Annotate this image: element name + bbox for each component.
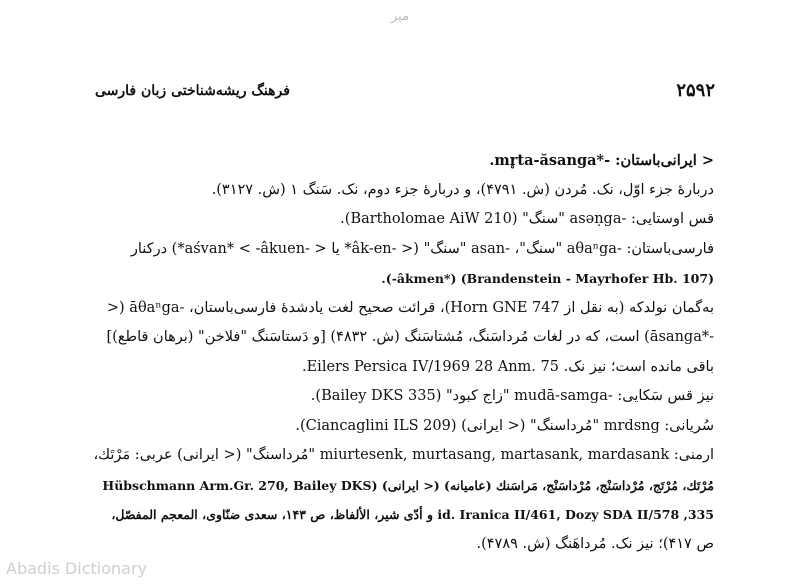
entry-headword-line: < ایرانی‌باستان: -*mr̥ta-ăsanga. [489,152,714,169]
entry-line: مُرْتَك، مُرْتَج، مُرْداسَنْج، مُرْداسَنْج، مَراسَنك (عامیانه) (< ایرانی) (Hübschmann Arm.Gr. 270, Bailey DKS [102,477,714,493]
entry-line: نیز قس سَکایی: -mudā-samga "زاج کبود" (Bailey DKS 335). [310,388,714,404]
entry-line: فارسی‌باستان: -aθaⁿga "سنگ"، -asan "سنگ" (< -âk-en* یا < -aśvan* < -âkuen*) درکنار [130,240,714,257]
entry-line: سُریانی: mrdsng "مُرداسنگ" (< ایرانی) (Ciancaglini ILS 209). [295,417,714,434]
page-number: ۲۵۹۲ [676,80,715,101]
book-title: فرهنگ ریشه‌شناختی زبان فارسی [95,83,290,99]
entry-line: باقی مانده است؛ نیز نک. Eilers Persica IV/1969 28 Anm. 75. [301,358,714,375]
site-watermark: Abadis Dictionary [6,559,147,578]
entry-body [94,146,714,559]
entry-line: به‌گمان نولدکه (به نقل از Horn GNE 747)، قرائت صحیح لغت یادشدهٔ فارسی‌باستان، -āθaⁿga (< [106,299,714,316]
entry-line: ص ۴۱۷)؛ نیز نک. مُرداهَنگ (ش. ۴۷۸۹). [476,535,714,552]
page-header [95,80,715,106]
entry-line: (Brandenstein - Mayrhofer Hb. 107) (*âkmen-). [381,271,714,286]
entry-line: 335, id. Iranica II/461, Dozy SDA II/578 و أدّی شیر، الألفاظ، ص ۱۴۳، سعدی ضنّاوی، المعجم المفصّل، [111,507,714,522]
entry-line: قس اوستایی: -asəṇga "سنگ" (Bartholomae AiW 210). [340,211,714,227]
top-watermark: میر [390,9,410,24]
entry-line: ارمنی: miurtesenk, murtasang, martasank, mardasank "مُرداسنگ" (< ایرانی) عربی: مَرْتَك، [94,447,714,463]
entry-line: -*āsanga) است، که در لغات مُرداسَنگ، مُشتاسَنگ (ش. ۴۸۳۲) [و دَستاسَنگ "فلاخن" (برهان قاطع)] [106,329,714,345]
entry-line: دربارهٔ جزء اوّل، نک. مُردن (ش. ۴۷۹۱)، و دربارهٔ جزء دوم، نک. سَنگ ۱ (ش. ۳۱۲۷). [211,181,714,198]
